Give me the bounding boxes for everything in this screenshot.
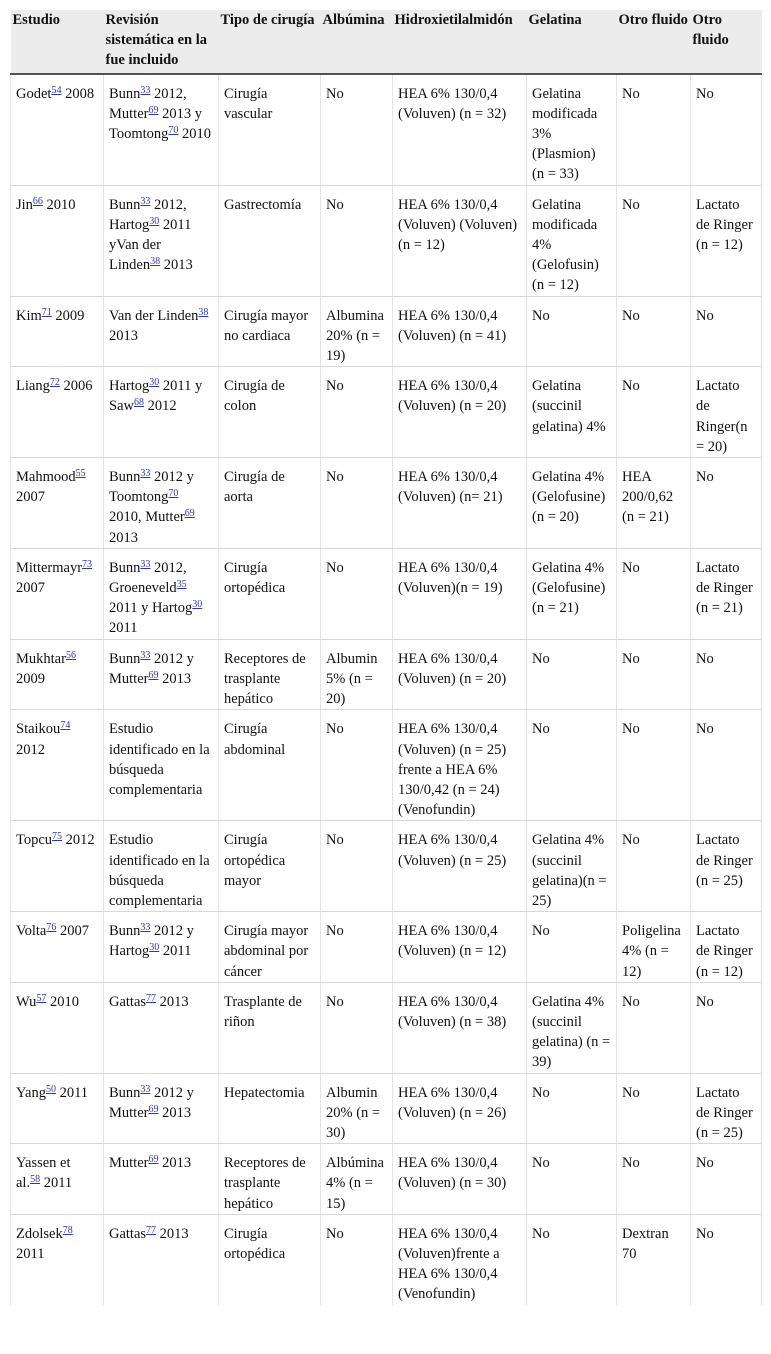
cell-estudio — [11, 821, 104, 912]
cell-gelatina: No — [527, 710, 617, 821]
header-otro-fluido-2: Otro fluido — [691, 10, 762, 74]
table-row — [11, 185, 762, 296]
cell-otro-fluido-1: No — [617, 367, 691, 458]
cell-otro-fluido-2: No — [691, 296, 762, 367]
cell-otro-fluido-1: No — [617, 1144, 691, 1215]
cell-text: 2010, Mutter — [109, 509, 185, 526]
cell-text: Estudio identificado en la búsqueda complementaria — [109, 832, 210, 909]
cell-hidroxietilalmidon: HEA 6% 130/0,4 (Voluven) (n = 30) — [393, 1144, 527, 1215]
table-row — [11, 821, 762, 912]
cell-otro-fluido-1: No — [617, 639, 691, 710]
cell-gelatina: Gelatina (succinil gelatina) 4% — [527, 367, 617, 458]
cell-text: 2006 — [59, 378, 93, 395]
cell-tipo-cirugia: Hepatectomia — [219, 1073, 321, 1144]
table-header — [11, 10, 762, 74]
reference-link[interactable]: 71 — [41, 306, 52, 318]
cell-text: 2013 — [158, 1104, 192, 1121]
header-tipo-cirugia: Tipo de cirugía — [219, 10, 321, 74]
cell-estudio — [11, 185, 104, 296]
cell-revision — [104, 982, 219, 1073]
cell-otro-fluido-1: No — [617, 185, 691, 296]
cell-gelatina: No — [527, 1144, 617, 1215]
cell-text: 2011 y Hartog — [109, 600, 193, 617]
reference-link[interactable]: 55 — [75, 468, 86, 480]
cell-otro-fluido-2: No — [691, 1214, 762, 1304]
cell-hidroxietilalmidon: HEA 6% 130/0,4 (Voluven) (n = 41) — [393, 296, 527, 367]
cell-estudio — [11, 548, 104, 639]
cell-otro-fluido-2: Lactato de Ringer (n = 25) — [691, 821, 762, 912]
cell-estudio — [11, 296, 104, 367]
cell-text: Staikou — [16, 721, 61, 738]
reference-link[interactable]: 69 — [148, 104, 159, 116]
reference-link[interactable]: 33 — [140, 1083, 151, 1095]
cell-estudio — [11, 458, 104, 549]
cell-text: Mutter — [109, 1155, 149, 1172]
cell-text: 2012 — [143, 398, 177, 415]
cell-otro-fluido-2: No — [691, 74, 762, 186]
cell-albumina: Albúmina 4% (n = 15) — [321, 1144, 393, 1215]
cell-estudio — [11, 1144, 104, 1215]
table-row — [11, 74, 762, 186]
cell-hidroxietilalmidon: HEA 6% 130/0,4 (Voluven) (n = 20) — [393, 367, 527, 458]
cell-revision — [104, 74, 219, 186]
cell-text: Liang — [16, 378, 50, 395]
cell-text: Bunn — [109, 923, 141, 940]
cell-tipo-cirugia: Cirugía de aorta — [219, 458, 321, 549]
reference-link[interactable]: 76 — [46, 922, 57, 934]
cell-estudio — [11, 74, 104, 186]
reference-link[interactable]: 54 — [51, 84, 62, 96]
cell-estudio — [11, 639, 104, 710]
header-row — [11, 10, 762, 74]
studies-table-container — [10, 10, 761, 1305]
reference-link[interactable]: 70 — [168, 488, 179, 500]
reference-link[interactable]: 73 — [82, 558, 93, 570]
cell-tipo-cirugia: Gastrectomía — [219, 185, 321, 296]
cell-hidroxietilalmidon: HEA 6% 130/0,4 (Voluven) (n = 32) — [393, 74, 527, 186]
cell-tipo-cirugia: Cirugía de colon — [219, 367, 321, 458]
cell-text: 2012, Groeneveld — [109, 559, 187, 597]
cell-text: Zdolsek — [16, 1225, 63, 1242]
cell-text: Jin — [16, 196, 33, 213]
reference-link[interactable]: 57 — [36, 992, 47, 1004]
cell-estudio — [11, 982, 104, 1073]
cell-text: Bunn — [109, 469, 141, 486]
cell-hidroxietilalmidon: HEA 6% 130/0,4 (Voluven) (n = 25) frente a HEA 6% 130/0,42 (n = 24) (Venofundin) — [393, 710, 527, 821]
cell-text: 2009 — [16, 670, 45, 687]
cell-revision — [104, 367, 219, 458]
cell-otro-fluido-1: No — [617, 74, 691, 186]
cell-otro-fluido-2: Lactato de Ringer (n = 12) — [691, 185, 762, 296]
header-estudio: Estudio — [11, 10, 104, 74]
cell-otro-fluido-1: No — [617, 548, 691, 639]
cell-albumina: Albumina 20% (n = 19) — [321, 296, 393, 367]
cell-text: 2008 — [61, 85, 95, 102]
cell-revision — [104, 1144, 219, 1215]
cell-gelatina: No — [527, 912, 617, 983]
cell-albumina: Albumin 20% (n = 30) — [321, 1073, 393, 1144]
cell-text: Bunn — [109, 85, 141, 102]
cell-gelatina: Gelatina 4% (succinil gelatina) (n = 39) — [527, 982, 617, 1073]
cell-hidroxietilalmidon: HEA 6% 130/0,4 (Voluven) (n = 20) — [393, 639, 527, 710]
reference-link[interactable]: 30 — [192, 599, 203, 611]
cell-tipo-cirugia: Receptores de trasplante hepático — [219, 639, 321, 710]
cell-text: Yassen et al. — [16, 1155, 71, 1192]
cell-text: Yang — [16, 1084, 46, 1101]
cell-text: 2011 — [55, 1084, 89, 1101]
cell-text: 2011 — [109, 620, 138, 637]
cell-albumina: No — [321, 548, 393, 639]
cell-albumina: No — [321, 185, 393, 296]
cell-otro-fluido-1: Dextran 70 — [617, 1214, 691, 1304]
reference-link[interactable]: 77 — [146, 992, 157, 1004]
cell-revision — [104, 548, 219, 639]
cell-hidroxietilalmidon: HEA 6% 130/0,4 (Voluven) (n = 38) — [393, 982, 527, 1073]
cell-text: 2009 — [51, 307, 85, 324]
cell-otro-fluido-2: Lactato de Ringer (n = 21) — [691, 548, 762, 639]
cell-text: 2007 — [16, 489, 45, 506]
cell-revision — [104, 639, 219, 710]
cell-gelatina: Gelatina modificada 4% (Gelofusin) (n = 12) — [527, 185, 617, 296]
cell-text: 2011 — [159, 943, 192, 960]
cell-albumina: No — [321, 1214, 393, 1304]
table-row — [11, 710, 762, 821]
cell-estudio — [11, 367, 104, 458]
table-row — [11, 548, 762, 639]
cell-otro-fluido-2: No — [691, 982, 762, 1073]
reference-link[interactable]: 78 — [62, 1224, 73, 1236]
table-row — [11, 1214, 762, 1304]
cell-gelatina: No — [527, 1073, 617, 1144]
cell-text: 2013 — [158, 670, 192, 687]
cell-otro-fluido-1: No — [617, 821, 691, 912]
cell-tipo-cirugia: Cirugía ortopédica mayor — [219, 821, 321, 912]
cell-revision — [104, 296, 219, 367]
cell-albumina: No — [321, 912, 393, 983]
table-row — [11, 639, 762, 710]
reference-link[interactable]: 33 — [140, 649, 151, 661]
cell-text: 2007 — [56, 923, 89, 940]
cell-revision — [104, 710, 219, 821]
cell-otro-fluido-2: Lactato de Ringer(n = 20) — [691, 367, 762, 458]
cell-text: 2011 y Saw — [109, 378, 203, 415]
table-body — [11, 74, 762, 1305]
reference-link[interactable]: 50 — [45, 1083, 56, 1095]
table-row — [11, 296, 762, 367]
cell-text: 2013 y Toomtong — [109, 105, 202, 143]
cell-text: Mittermayr — [16, 559, 83, 576]
header-gelatina: Gelatina — [527, 10, 617, 74]
table-row — [11, 458, 762, 549]
reference-link[interactable]: 56 — [65, 649, 76, 661]
reference-link[interactable]: 69 — [148, 1103, 159, 1115]
reference-link[interactable]: 33 — [140, 195, 151, 207]
cell-text: Bunn — [109, 196, 141, 213]
cell-albumina: Albumin 5% (n = 20) — [321, 639, 393, 710]
cell-text: Van der Linden — [109, 307, 199, 324]
cell-text: 2013 — [156, 993, 189, 1010]
cell-gelatina: Gelatina 4% (Gelofusine) (n = 20) — [527, 458, 617, 549]
cell-gelatina: No — [527, 639, 617, 710]
cell-revision — [104, 1214, 219, 1304]
cell-revision — [104, 185, 219, 296]
cell-estudio — [11, 912, 104, 983]
reference-link[interactable]: 58 — [30, 1174, 41, 1186]
cell-text: 2013 — [109, 327, 138, 344]
cell-text: Kim — [16, 307, 42, 324]
cell-tipo-cirugia: Cirugía mayor no cardiaca — [219, 296, 321, 367]
reference-link[interactable]: 69 — [184, 508, 195, 520]
cell-otro-fluido-1: No — [617, 710, 691, 821]
cell-text: 2010 — [42, 196, 76, 213]
cell-text: Wu — [16, 993, 37, 1010]
cell-otro-fluido-2: Lactato de Ringer (n = 12) — [691, 912, 762, 983]
cell-gelatina: No — [527, 1214, 617, 1304]
cell-hidroxietilalmidon: HEA 6% 130/0,4 (Voluven)frente a HEA 6% 130/0,4 (Venofundin) — [393, 1214, 527, 1304]
cell-revision — [104, 458, 219, 549]
reference-link[interactable]: 33 — [140, 558, 151, 570]
header-albumina: Albúmina — [321, 10, 393, 74]
cell-hidroxietilalmidon: HEA 6% 130/0,4 (Voluven) (Voluven) (n = 12) — [393, 185, 527, 296]
cell-otro-fluido-2: Lactato de Ringer (n = 25) — [691, 1073, 762, 1144]
cell-albumina: No — [321, 821, 393, 912]
cell-albumina: No — [321, 710, 393, 821]
cell-text: Mukhtar — [16, 650, 66, 667]
cell-text: 2012, Hartog — [109, 196, 187, 233]
cell-text: 2012, Mutter — [109, 85, 187, 122]
cell-otro-fluido-2: No — [691, 1144, 762, 1215]
cell-gelatina: No — [527, 296, 617, 367]
cell-otro-fluido-1: HEA 200/0,62 (n = 21) — [617, 458, 691, 549]
reference-link[interactable]: 33 — [140, 84, 151, 96]
cell-hidroxietilalmidon: HEA 6% 130/0,4 (Voluven) (n = 25) — [393, 821, 527, 912]
cell-text: 2012 y Hartog — [109, 923, 194, 960]
table-row — [11, 367, 762, 458]
cell-text: 2011 — [40, 1175, 73, 1192]
cell-text: Bunn — [109, 559, 141, 576]
cell-tipo-cirugia: Cirugía vascular — [219, 74, 321, 186]
cell-text: 2012 y Mutter — [109, 650, 194, 687]
cell-estudio — [11, 1073, 104, 1144]
cell-estudio — [11, 1214, 104, 1304]
cell-text: Godet — [16, 85, 52, 102]
cell-text: Bunn — [109, 1084, 141, 1101]
cell-albumina: No — [321, 458, 393, 549]
reference-link[interactable]: 68 — [133, 397, 144, 409]
table-row — [11, 1073, 762, 1144]
cell-otro-fluido-1: No — [617, 1073, 691, 1144]
cell-otro-fluido-2: No — [691, 710, 762, 821]
cell-text: 2010 — [178, 126, 212, 143]
cell-albumina: No — [321, 74, 393, 186]
reference-link[interactable]: 38 — [198, 306, 209, 318]
cell-hidroxietilalmidon: HEA 6% 130/0,4 (Voluven)(n = 19) — [393, 548, 527, 639]
table-row — [11, 912, 762, 983]
cell-hidroxietilalmidon: HEA 6% 130/0,4 (Voluven) (n= 21) — [393, 458, 527, 549]
reference-link[interactable]: 30 — [149, 215, 160, 227]
cell-tipo-cirugia: Cirugía abdominal — [219, 710, 321, 821]
reference-link[interactable]: 74 — [60, 720, 71, 732]
cell-gelatina: Gelatina 4% (Gelofusine) (n = 21) — [527, 548, 617, 639]
reference-link[interactable]: 77 — [146, 1224, 157, 1236]
cell-text: 2010 — [46, 993, 79, 1010]
cell-text: 2013 — [158, 1155, 192, 1172]
reference-link[interactable]: 35 — [176, 579, 187, 591]
cell-text: 2012 — [16, 741, 45, 758]
studies-table — [10, 10, 762, 1305]
cell-albumina: No — [321, 367, 393, 458]
cell-text: Hartog — [109, 378, 150, 395]
cell-tipo-cirugia: Receptores de trasplante hepático — [219, 1144, 321, 1215]
reference-link[interactable]: 69 — [148, 669, 159, 681]
cell-text: Estudio identificado en la búsqueda complementaria — [109, 721, 210, 798]
reference-link[interactable]: 33 — [140, 922, 151, 934]
cell-text: 2007 — [16, 580, 45, 597]
reference-link[interactable]: 72 — [49, 377, 60, 389]
cell-otro-fluido-1: No — [617, 982, 691, 1073]
cell-text: 2013 — [156, 1225, 189, 1242]
reference-link[interactable]: 30 — [149, 377, 160, 389]
cell-otro-fluido-1: No — [617, 296, 691, 367]
cell-text: 2012 — [62, 832, 95, 849]
cell-text: Volta — [16, 923, 47, 940]
cell-text: Gattas — [109, 1225, 147, 1242]
cell-text: Gattas — [109, 993, 147, 1010]
cell-text: 2012 y Mutter — [109, 1084, 194, 1121]
cell-otro-fluido-2: No — [691, 639, 762, 710]
reference-link[interactable]: 66 — [32, 195, 43, 207]
cell-gelatina: Gelatina 4% (succinil gelatina)(n = 25) — [527, 821, 617, 912]
cell-tipo-cirugia: Cirugía mayor abdominal por cáncer — [219, 912, 321, 983]
reference-link[interactable]: 69 — [148, 1154, 159, 1166]
reference-link[interactable]: 30 — [149, 942, 160, 954]
cell-estudio — [11, 710, 104, 821]
cell-revision — [104, 821, 219, 912]
cell-text: 2011 — [16, 1245, 45, 1262]
cell-tipo-cirugia: Cirugía ortopédica — [219, 1214, 321, 1304]
cell-text: Mahmood — [16, 469, 76, 486]
reference-link[interactable]: 70 — [168, 125, 179, 137]
header-hidroxietilalmidon: Hidroxietilalmidón — [393, 10, 527, 74]
header-revision: Revisión sistemática en la fue incluido — [104, 10, 219, 74]
cell-otro-fluido-2: No — [691, 458, 762, 549]
cell-text: Topcu — [16, 832, 53, 849]
cell-hidroxietilalmidon: HEA 6% 130/0,4 (Voluven) (n = 26) — [393, 1073, 527, 1144]
cell-hidroxietilalmidon: HEA 6% 130/0,4 (Voluven) (n = 12) — [393, 912, 527, 983]
cell-albumina: No — [321, 982, 393, 1073]
cell-text: 2011 yVan der Linden — [109, 216, 192, 274]
cell-text: 2012 y Toomtong — [109, 469, 194, 506]
table-row — [11, 1144, 762, 1215]
reference-link[interactable]: 38 — [150, 256, 161, 268]
cell-text: Bunn — [109, 650, 141, 667]
reference-link[interactable]: 75 — [52, 831, 63, 843]
cell-otro-fluido-1: Poligelina 4% (n = 12) — [617, 912, 691, 983]
cell-text: 2013 — [109, 529, 138, 546]
cell-tipo-cirugia: Cirugía ortopédica — [219, 548, 321, 639]
reference-link[interactable]: 33 — [140, 468, 151, 480]
header-otro-fluido-1: Otro fluido — [617, 10, 691, 74]
cell-text: 2013 — [160, 257, 193, 274]
cell-revision — [104, 912, 219, 983]
cell-tipo-cirugia: Trasplante de riñon — [219, 982, 321, 1073]
cell-revision — [104, 1073, 219, 1144]
cell-gelatina: Gelatina modificada 3% (Plasmion) (n = 33) — [527, 74, 617, 186]
table-row — [11, 982, 762, 1073]
